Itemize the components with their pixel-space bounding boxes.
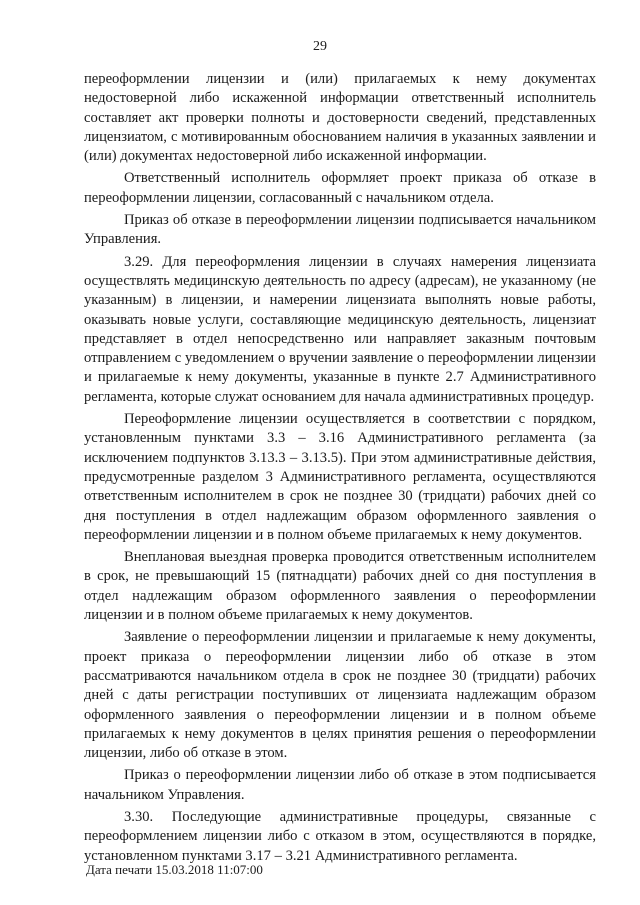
paragraph: Ответственный исполнитель оформляет проект приказа об отказе в переоформлении лицензии, согласованный с начальником отдела. bbox=[84, 170, 596, 206]
paragraph: Приказ о переоформлении лицензии либо об отказе в этом подписывается начальником Управления. bbox=[84, 767, 596, 803]
page-number: 29 bbox=[313, 39, 327, 54]
paragraph-continuation: переоформлении лицензии и (или) прилагаемых к нему документах недостоверной либо искаженной информации ответственный исполнитель составляет акт проверки полноты и достоверности сведений, представленных лицензиатом, с мотивированным обоснованием наличия в указанных заявлении и (или) документах недостоверной либо искаженной информации. bbox=[84, 71, 596, 165]
paragraph: Заявление о переоформлении лицензии и прилагаемые к нему документы, проект приказа о переоформлении лицензии либо об отказе в этом рассматриваются начальником отдела в срок не позднее 30 (тридцати) рабочих дней с даты регистрации поступивших от лицензиата надлежащим образом оформленного заявления о переоформлении лицензии и в полном объеме прилагаемых к нему документов в целях принятия решения о переоформлении лицензии, либо об отказе в этом. bbox=[84, 629, 596, 762]
print-date: Дата печати 15.03.2018 11:07:00 bbox=[86, 862, 263, 877]
paragraph: Переоформление лицензии осуществляется в соответствии с порядком, установленным пунктами 3.3 – 3.16 Административного регламента (за исключением подпунктов 3.13.3 – 3.13.5). При этом административные действия, предусмотренные разделом 3 Административного регламента, осуществляются ответственным исполнителем в срок не позднее 30 (тридцати) рабочих дней со дня поступления в отдел надлежащим образом оформленного заявления о переоформлении лицензии и в полном объеме прилагаемых к нему документов. bbox=[84, 411, 596, 543]
document-body bbox=[84, 70, 596, 869]
paragraph-3-29: 3.29. Для переоформления лицензии в случаях намерения лицензиата осуществлять медицинскую деятельность по адресу (адресам), не указанному (не указанным) в лицензии, и намерении лицензиата выполнять новые работы, оказывать новые услуги, составляющие медицинскую деятельность, лицензиат представляет в отдел непосредственно или направляет заказным почтовым отправлением с уведомлением о вручении заявление о переоформлении лицензии и прилагаемые к нему документы, указанные в пункте 2.7 Административного регламента, которые служат основанием для начала административных процедур. bbox=[84, 253, 596, 405]
paragraph-3-30: 3.30. Последующие административные процедуры, связанные с переоформлением лицензии либо с отказом в этом, осуществляются в порядке, установленном пунктами 3.17 – 3.21 Административного регламента. bbox=[84, 808, 596, 864]
paragraph: Приказ об отказе в переоформлении лицензии подписывается начальником Управления. bbox=[84, 212, 596, 248]
paragraph: Внеплановая выездная проверка проводится ответственным исполнителем в срок, не превышающий 15 (пятнадцати) рабочих дней со дня поступления в отдел надлежащим образом оформленного заявления о переоформлении лицензии и в полном объеме прилагаемых к нему документов. bbox=[84, 549, 596, 624]
